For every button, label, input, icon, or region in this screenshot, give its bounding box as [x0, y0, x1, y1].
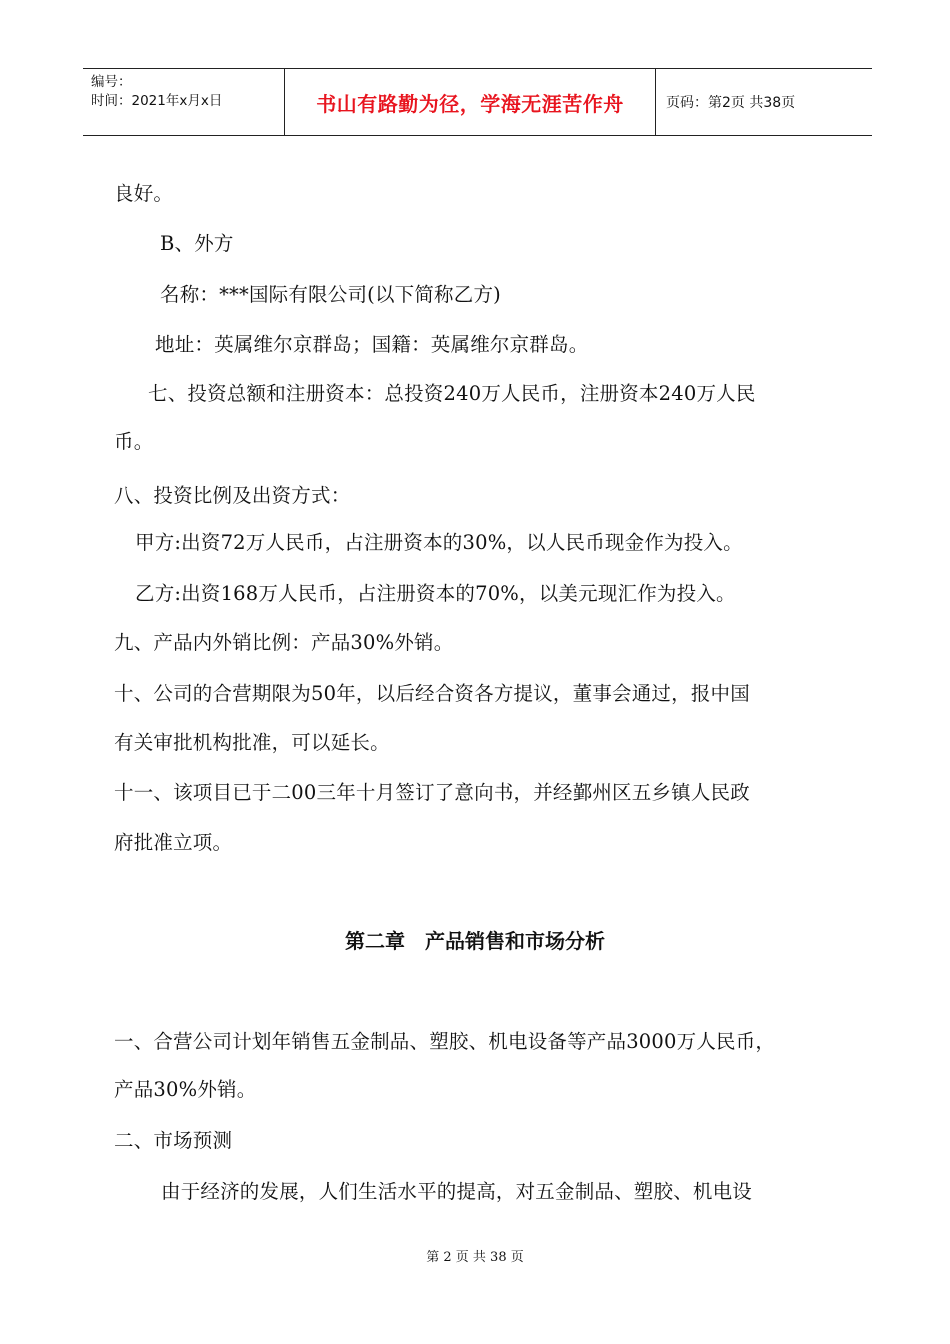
- page-header: [83, 68, 872, 136]
- paragraph: 一、合营公司计划年销售五金制品、塑胶、机电设备等产品3000万人民币，: [114, 1030, 776, 1053]
- paragraph: 乙方:出资168万人民币，占注册资本的70%，以美元现汇作为投入。: [135, 582, 736, 605]
- document-date: 时间：2021年x月x日: [91, 93, 223, 109]
- chapter-title: 第二章 产品销售和市场分析: [345, 929, 605, 953]
- paragraph: 币。: [114, 430, 154, 453]
- paragraph: 有关审批机构批准，可以延长。: [114, 731, 390, 754]
- paragraph: B、外方: [160, 232, 234, 255]
- paragraph: 地址：英属维尔京群岛；国籍：英属维尔京群岛。: [155, 333, 589, 356]
- header-page-info: 页码：第2页 共38页: [666, 95, 796, 111]
- paragraph: 产品30%外销。: [114, 1078, 257, 1101]
- paragraph: 十一、该项目已于二00三年十月签订了意向书，并经鄞州区五乡镇人民政: [114, 781, 750, 804]
- paragraph: 良好。: [114, 182, 174, 205]
- paragraph: 由于经济的发展，人们生活水平的提高，对五金制品、塑胶、机电设: [161, 1180, 753, 1203]
- header-meta: [83, 69, 284, 135]
- header-motto: 书山有路勤为径，学海无涯苦作舟: [284, 69, 656, 135]
- paragraph: 七、投资总额和注册资本：总投资240万人民币，注册资本240万人民: [148, 382, 756, 405]
- paragraph: 九、产品内外销比例：产品30%外销。: [114, 631, 454, 654]
- paragraph: 八、投资比例及出资方式：: [114, 484, 351, 507]
- paragraph: 府批准立项。: [114, 831, 233, 854]
- paragraph: 名称：***国际有限公司(以下简称乙方): [160, 283, 501, 306]
- page-footer: 第 2 页 共 38 页: [426, 1250, 524, 1265]
- paragraph: 二、市场预测: [114, 1129, 233, 1152]
- paragraph: 十、公司的合营期限为50年，以后经合资各方提议，董事会通过，报中国: [114, 682, 750, 705]
- document-number-label: 编号：: [91, 74, 132, 90]
- paragraph: 甲方:出资72万人民币，占注册资本的30%，以人民币现金作为投入。: [135, 531, 743, 554]
